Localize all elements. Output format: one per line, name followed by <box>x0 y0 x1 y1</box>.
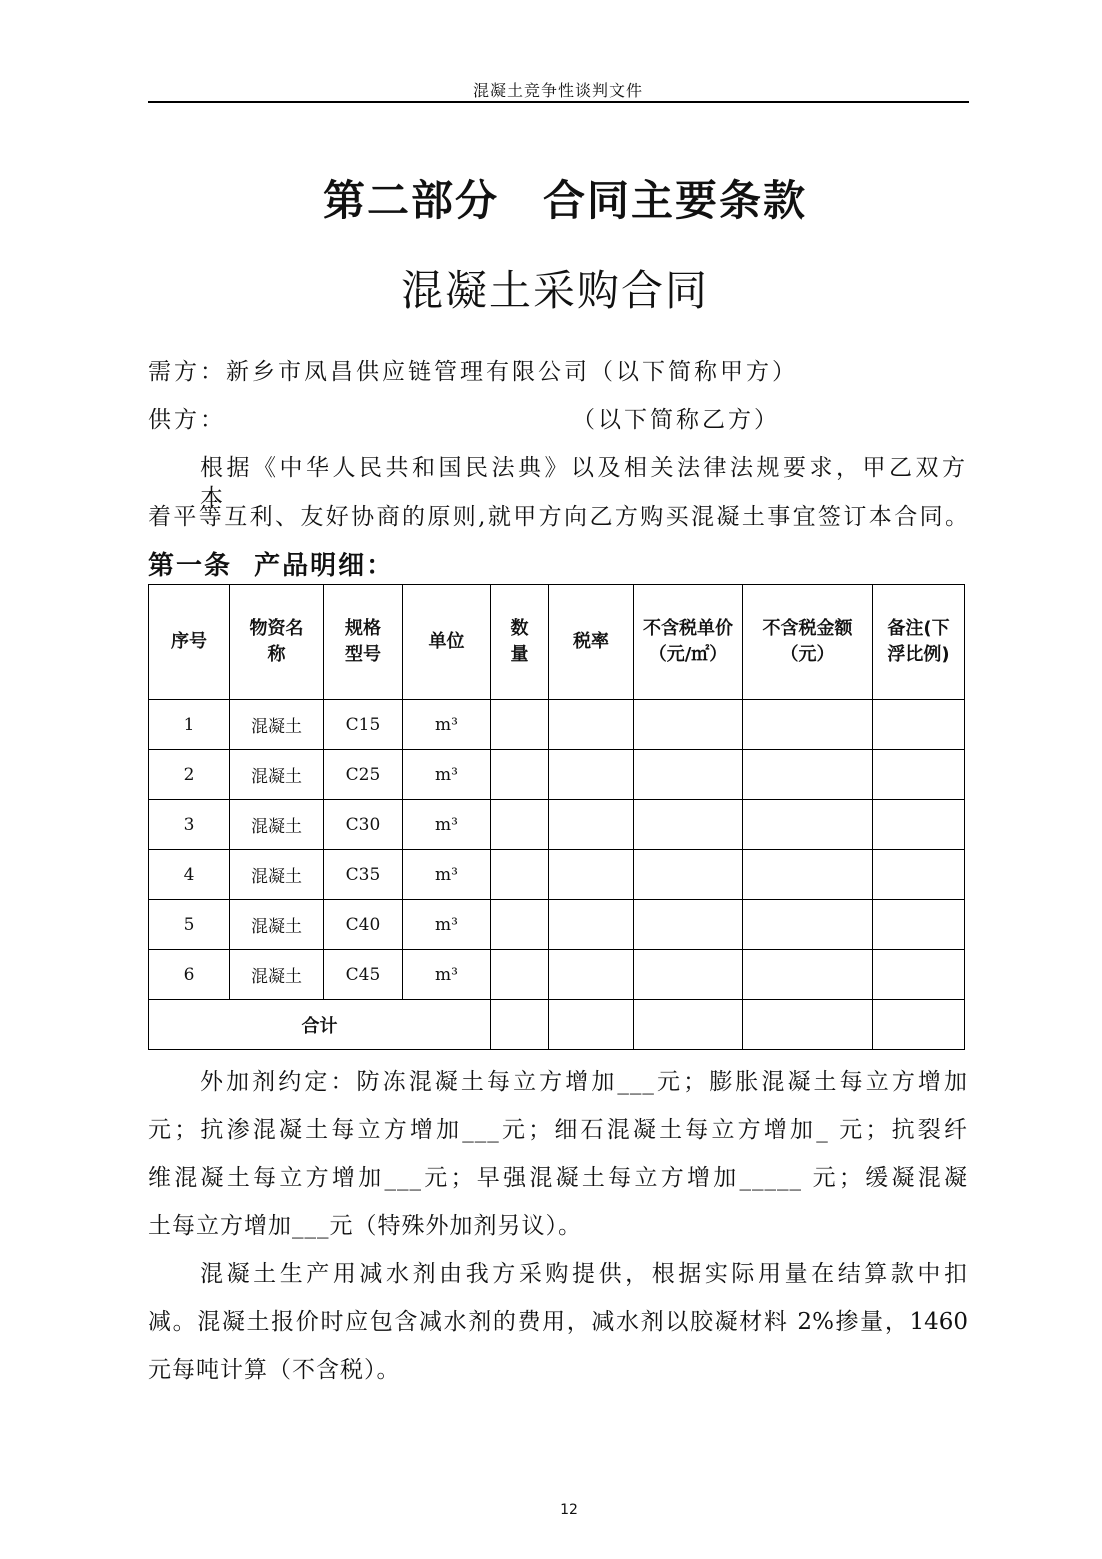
cell-remark[interactable] <box>873 900 965 950</box>
additives-line-3: 维混凝土每立方增加___元；早强混凝土每立方增加_____ 元；缓凝混凝 <box>148 1165 968 1191</box>
cell-tax[interactable] <box>549 900 634 950</box>
cell-spec: C35 <box>324 850 403 900</box>
cell-remark[interactable] <box>873 700 965 750</box>
cell-price[interactable] <box>634 950 743 1000</box>
cell-unit: m³ <box>403 800 491 850</box>
cell-unit: m³ <box>403 700 491 750</box>
table-row <box>149 700 965 750</box>
supplier-label: 供方： <box>148 407 226 433</box>
cell-price[interactable] <box>634 900 743 950</box>
product-table <box>148 584 965 1050</box>
cell-amount[interactable] <box>743 900 873 950</box>
cell-qty[interactable] <box>491 800 549 850</box>
header-remark <box>873 585 965 700</box>
cell-qty[interactable] <box>491 700 549 750</box>
preamble-line-1: 根据《中华人民共和国民法典》以及相关法律法规要求，甲乙双方本 <box>200 455 968 511</box>
cell-spec: C45 <box>324 950 403 1000</box>
cell-spec: C25 <box>324 750 403 800</box>
cell-spec: C30 <box>324 800 403 850</box>
cell-tax[interactable] <box>549 700 634 750</box>
page-number: 12 <box>560 1502 578 1518</box>
cell-seq: 6 <box>149 950 230 1000</box>
total-amount[interactable] <box>743 1000 873 1050</box>
part-title: 第二部分 合同主要条款 <box>322 176 807 225</box>
header-seq: 序号 <box>149 585 230 700</box>
cell-qty[interactable] <box>491 850 549 900</box>
header-qty <box>491 585 549 700</box>
table-row <box>149 850 965 900</box>
reducer-line-3: 元每吨计算（不含税）。 <box>148 1357 401 1383</box>
header-spec-text: 规格型号 <box>345 618 381 665</box>
table-row <box>149 800 965 850</box>
cell-qty[interactable] <box>491 750 549 800</box>
header-name-text: 物资名称 <box>249 618 304 665</box>
cell-price[interactable] <box>634 850 743 900</box>
cell-name: 混凝土 <box>230 700 324 750</box>
cell-unit: m³ <box>403 900 491 950</box>
cell-spec: C15 <box>324 700 403 750</box>
buyer-line: 需方：新乡市凤昌供应链管理有限公司（以下简称甲方） <box>148 359 798 385</box>
cell-name: 混凝土 <box>230 900 324 950</box>
header-tax: 税率 <box>549 585 634 700</box>
cell-tax[interactable] <box>549 800 634 850</box>
header-spec <box>324 585 403 700</box>
header-unit: 单位 <box>403 585 491 700</box>
cell-unit: m³ <box>403 750 491 800</box>
cell-seq: 4 <box>149 850 230 900</box>
additives-line-1: 外加剂约定：防冻混凝土每立方增加___元；膨胀混凝土每立方增加 <box>200 1069 968 1095</box>
header-rule <box>148 101 969 103</box>
cell-name: 混凝土 <box>230 950 324 1000</box>
cell-name: 混凝土 <box>230 750 324 800</box>
running-header: 混凝土竞争性谈判文件 <box>472 81 643 100</box>
supplier-note: （以下简称乙方） <box>572 407 780 433</box>
cell-remark[interactable] <box>873 800 965 850</box>
total-price[interactable] <box>634 1000 743 1050</box>
header-price-text: 不含税单价（元/㎡） <box>643 618 733 665</box>
cell-price[interactable] <box>634 700 743 750</box>
cell-name: 混凝土 <box>230 850 324 900</box>
cell-amount[interactable] <box>743 950 873 1000</box>
table-total-row <box>149 1000 965 1050</box>
cell-qty[interactable] <box>491 950 549 1000</box>
cell-spec: C40 <box>324 900 403 950</box>
header-amount <box>743 585 873 700</box>
header-qty-text: 数量 <box>510 618 529 665</box>
total-label: 合计 <box>149 1000 491 1050</box>
cell-unit: m³ <box>403 850 491 900</box>
cell-remark[interactable] <box>873 750 965 800</box>
reducer-line-2: 减。混凝土报价时应包含减水剂的费用，减水剂以胶凝材料 2%掺量，1460 <box>148 1309 968 1335</box>
supplier-line <box>148 405 968 435</box>
cell-amount[interactable] <box>743 800 873 850</box>
cell-price[interactable] <box>634 800 743 850</box>
cell-seq: 5 <box>149 900 230 950</box>
table-row <box>149 900 965 950</box>
reducer-line-1: 混凝土生产用减水剂由我方采购提供，根据实际用量在结算款中扣 <box>200 1261 968 1287</box>
cell-seq: 3 <box>149 800 230 850</box>
additives-line-2: 元；抗渗混凝土每立方增加___元；细石混凝土每立方增加_ 元；抗裂纤 <box>148 1117 968 1143</box>
cell-name: 混凝土 <box>230 800 324 850</box>
header-price <box>634 585 743 700</box>
cell-unit: m³ <box>403 950 491 1000</box>
cell-tax[interactable] <box>549 950 634 1000</box>
total-remark[interactable] <box>873 1000 965 1050</box>
contract-title: 混凝土采购合同 <box>400 266 709 315</box>
header-name <box>230 585 324 700</box>
cell-amount[interactable] <box>743 750 873 800</box>
table-row <box>149 950 965 1000</box>
table-row <box>149 750 965 800</box>
cell-tax[interactable] <box>549 850 634 900</box>
preamble-line-2: 着平等互利、友好协商的原则,就甲方向乙方购买混凝土事宜签订本合同。 <box>148 504 968 530</box>
cell-qty[interactable] <box>491 900 549 950</box>
header-remark-text: 备注(下浮比例) <box>887 618 950 665</box>
cell-price[interactable] <box>634 750 743 800</box>
table-header-row <box>149 585 965 700</box>
cell-seq: 2 <box>149 750 230 800</box>
section-1-heading: 第一条 产品明细： <box>148 551 395 581</box>
header-amount-text: 不含税金额（元） <box>762 618 853 665</box>
cell-tax[interactable] <box>549 750 634 800</box>
cell-amount[interactable] <box>743 850 873 900</box>
total-qty[interactable] <box>491 1000 549 1050</box>
cell-seq: 1 <box>149 700 230 750</box>
total-tax[interactable] <box>549 1000 634 1050</box>
additives-line-4: 土每立方增加___元（特殊外加剂另议）。 <box>148 1213 582 1239</box>
cell-remark[interactable] <box>873 850 965 900</box>
cell-amount[interactable] <box>743 700 873 750</box>
cell-remark[interactable] <box>873 950 965 1000</box>
